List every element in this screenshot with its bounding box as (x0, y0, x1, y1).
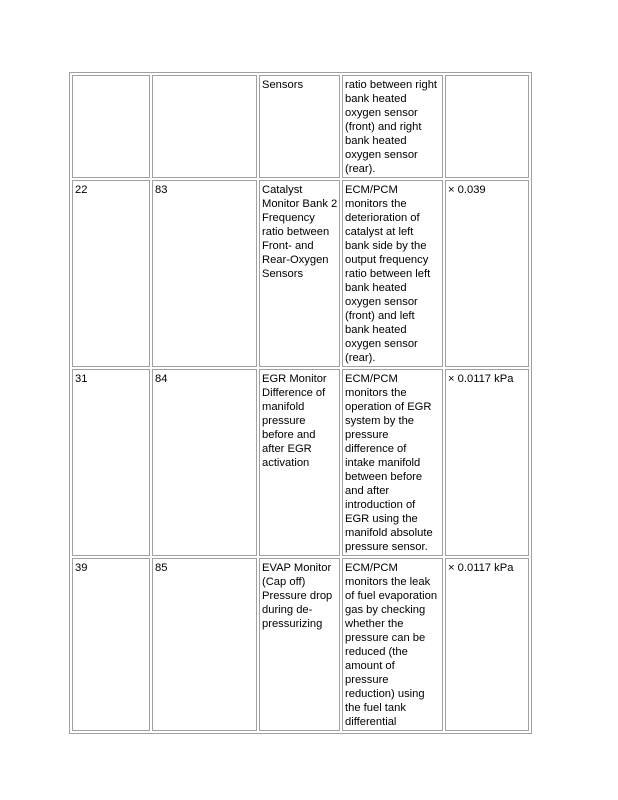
table-row (72, 558, 529, 731)
table-row (72, 180, 529, 367)
unit-cell: × 0.0117 kPa (445, 558, 529, 731)
test-id-cell: 22 (72, 180, 150, 367)
table-row (72, 369, 529, 556)
table-row (72, 75, 529, 178)
test-name-cell: Catalyst Monitor Bank 2 Frequency ratio between Front- and Rear-Oxygen Sensors (259, 180, 340, 367)
component-id-cell (152, 75, 257, 178)
description-cell: ratio between right bank heated oxygen sensor (front) and right bank heated oxygen sensor (rear). (342, 75, 443, 178)
test-name-cell: EGR Monitor Difference of manifold pressure before and after EGR activation (259, 369, 340, 556)
unit-cell: × 0.0117 kPa (445, 369, 529, 556)
unit-cell (445, 75, 529, 178)
test-id-cell: 39 (72, 558, 150, 731)
test-name-cell: EVAP Monitor (Cap off) Pressure drop during de- pressurizing (259, 558, 340, 731)
component-id-cell: 83 (152, 180, 257, 367)
test-name-cell: Sensors (259, 75, 340, 178)
unit-cell: × 0.039 (445, 180, 529, 367)
description-cell: ECM/PCM monitors the deterioration of catalyst at left bank side by the output frequency ratio between left bank heated oxygen sensor (front) and left bank heated oxygen sensor (rear). (342, 180, 443, 367)
description-cell: ECM/PCM monitors the operation of EGR system by the pressure difference of intake manifold between before and after introduction of EGR using the manifold absolute pressure sensor. (342, 369, 443, 556)
test-id-cell: 31 (72, 369, 150, 556)
monitor-test-table (69, 72, 532, 734)
component-id-cell: 84 (152, 369, 257, 556)
test-id-cell (72, 75, 150, 178)
description-cell: ECM/PCM monitors the leak of fuel evaporation gas by checking whether the pressure can be reduced (the amount of pressure reduction) using the fuel tank differential (342, 558, 443, 731)
component-id-cell: 85 (152, 558, 257, 731)
